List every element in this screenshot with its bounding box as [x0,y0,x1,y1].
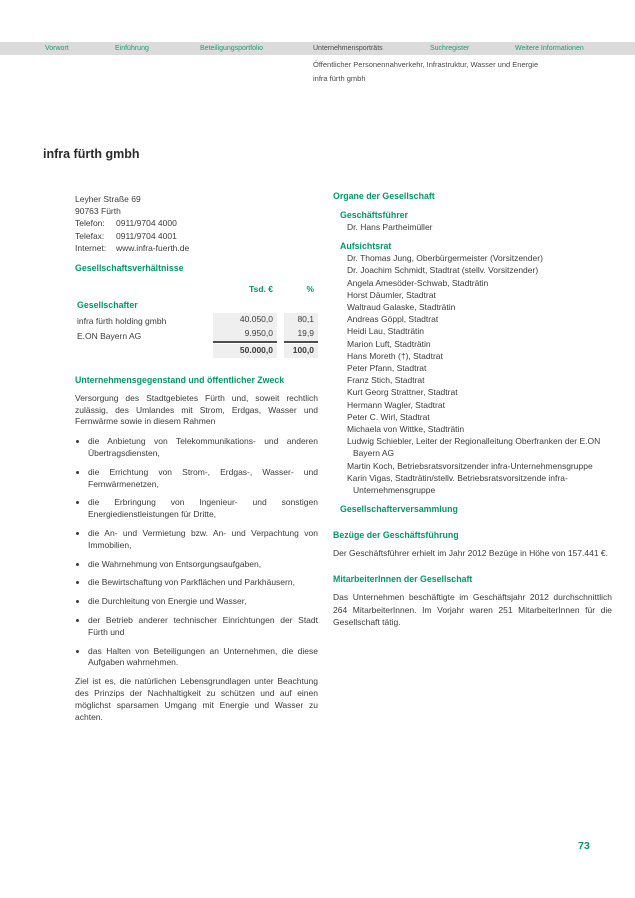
internet-label: Internet: [75,242,107,253]
shareholder-percent: 80,1 [284,313,318,328]
table-row [75,328,318,343]
list-item: Waltraud Galaske, Stadträtin [347,302,456,313]
list-item: Michaela von Wittke, Stadträtin [347,424,465,435]
fax-number: 0911/9704 4001 [116,230,177,241]
board-heading: Aufsichtsrat [340,241,392,252]
list-item: • die Anbietung von Telekommunikations- und anderen Übertragsdiensten, [88,436,318,460]
purpose-bullet-list [75,436,318,669]
internet-row [75,242,318,254]
list-item: • die Wahrnehmung von Entsorgungsaufgaben, [88,559,318,571]
shareholder-value: 40.050,0 [213,313,277,328]
remuneration-text: Der Geschäftsführer erhielt im Jahr 2012 Bezüge in Höhe von 157.441 €. [333,548,608,559]
ownership-heading: Gesellschaftsverhältnisse [75,263,184,274]
breadcrumb [313,58,538,85]
nav-item-unternehmensportraets[interactable]: Unternehmensporträts [313,45,383,52]
fax-row [75,230,318,242]
fax-label: Telefax: [75,230,105,241]
employees-text: Das Unternehmen beschäftigte im Geschäftsjahr 2012 durchschnittlich 264 MitarbeiterInnen. Im Vorjahr waren 251 MitarbeiterInnen für die Gesellschaft tätig. [333,592,612,627]
page-number: 73 [578,840,590,852]
list-item: • die Durchleitung von Energie und Wasser, [88,596,318,608]
list-item: Martin Koch, Betriebsratsvorsitzender infra-Unternehmensgruppe [347,460,593,471]
shareholder-group-label: Gesellschafter [77,299,138,310]
assembly-heading: Gesellschafterversammlung [340,504,458,515]
list-item: • die Bewirtschaftung von Parkflächen und Parkhäusern, [88,577,318,589]
list-item: • die An- und Vermietung bzw. An- und Verpachtung von Immobilien, [88,528,318,552]
ceo-heading: Geschäftsführer [340,210,408,220]
list-item: Dr. Joachim Schmidt, Stadtrat (stellv. Vorsitzender) [347,265,539,276]
ownership-table [75,283,318,358]
organs-heading: Organe der Gesellschaft [333,191,435,201]
list-item: • die Errichtung von Strom-, Erdgas-, Wasser- und Fernwärmenetzen, [88,467,318,491]
address-street: Leyher Straße 69 [75,194,141,204]
phone-label: Telefon: [75,218,105,229]
nav-item-einfuehrung[interactable]: Einführung [115,45,149,52]
breadcrumb-company: infra fürth gmbh [313,73,366,83]
shareholder-name: infra fürth holding gmbh [77,316,167,327]
col-header-percent: % [306,284,314,295]
col-header-tsd-eur: Tsd. € [249,284,273,295]
list-item: Peter C. Wirl, Stadtrat [347,411,430,422]
list-item: Andreas Göppl, Stadtrat [347,314,439,325]
list-item: Heidi Lau, Stadträtin [347,326,425,337]
website-url: www.infra-fuerth.de [116,242,190,253]
purpose-intro: Versorgung des Stadtgebietes Fürth und, soweit rechtlich zulässig, des Umlandes mit Strom, Erdgas, Wasser und Fernwärme sowie in diesem Rahmen [75,392,318,427]
purpose-closing: Ziel ist es, die natürlichen Lebensgrundlagen unter Beachtung des Prinzips der Nachhaltigkeit zu schützen und auf einen möglichst sparsamen Umgang mit Energie und Wasser zu achten. [75,676,318,722]
list-item: Karin Vigas, Stadträtin/stellv. Betriebsratsvorsitzende infra-Unternehmensgruppe [347,472,568,496]
list-item: Angela Amesöder-Schwab, Stadträtin [347,277,489,288]
nav-item-vorwort[interactable]: Vorwort [45,45,69,52]
table-total-row [75,343,318,358]
list-item: Hans Moreth (†), Stadtrat [347,350,443,361]
shareholder-value: 9.950,0 [213,327,277,343]
list-item: Dr. Thomas Jung, Oberbürgermeister (Vorsitzender) [347,253,543,264]
right-column [333,191,612,628]
employees-heading: MitarbeiterInnen der Gesellschaft [333,574,473,585]
list-item: Hermann Wagler, Stadtrat [347,399,445,410]
shareholder-name: E.ON Bayern AG [77,331,142,342]
nav-item-beteiligungsportfolio[interactable]: Beteiligungsportfolio [200,45,264,52]
top-nav-bar [0,42,635,55]
list-item: Franz Stich, Stadtrat [347,375,425,386]
contact-block [75,193,318,254]
nav-item-weitere-informationen[interactable]: Weitere Informationen [515,45,584,52]
breadcrumb-category: Öffentlicher Personennahverkehr, Infrastruktur, Wasser und Energie [313,60,539,69]
list-item: Marion Luft, Stadträtin [347,338,431,349]
page-title: infra fürth gmbh [43,147,140,161]
phone-number: 0911/9704 4000 [116,218,177,229]
list-item: Peter Pfann, Stadtrat [347,363,427,374]
shareholder-percent: 19,9 [284,327,318,343]
address-city: 90763 Fürth [75,206,121,217]
table-row [75,313,318,328]
left-column [75,193,318,723]
total-value: 50.000,0 [213,344,277,358]
board-member-list [347,252,612,496]
nav-item-suchregister[interactable]: Suchregister [430,45,470,52]
list-item: Kurt Georg Strattner, Stadtrat [347,387,458,398]
ceo-name: Dr. Hans Partheimüller [347,222,433,232]
ownership-table-header [75,283,318,297]
purpose-heading: Unternehmensgegenstand und öffentlicher Zweck [75,374,285,385]
ownership-row-header [75,300,318,311]
list-item: Ludwig Schiebler, Leiter der Regionalleitung Oberfranken der E.ON Bayern AG [347,436,601,459]
remuneration-heading: Bezüge der Geschäftsführung [333,530,459,541]
list-item: • das Halten von Beteiligungen an Unternehmen, die diese Aufgaben wahrnehmen. [88,646,318,670]
list-item: • der Betrieb anderer technischer Einrichtungen der Stadt Fürth und [88,615,318,639]
total-percent: 100,0 [284,344,318,358]
phone-row [75,217,318,229]
list-item: Horst Däumler, Stadtrat [347,289,436,300]
list-item: • die Erbringung von Ingenieur- und sonstigen Energiedienstleistungen für Dritte, [88,497,318,521]
